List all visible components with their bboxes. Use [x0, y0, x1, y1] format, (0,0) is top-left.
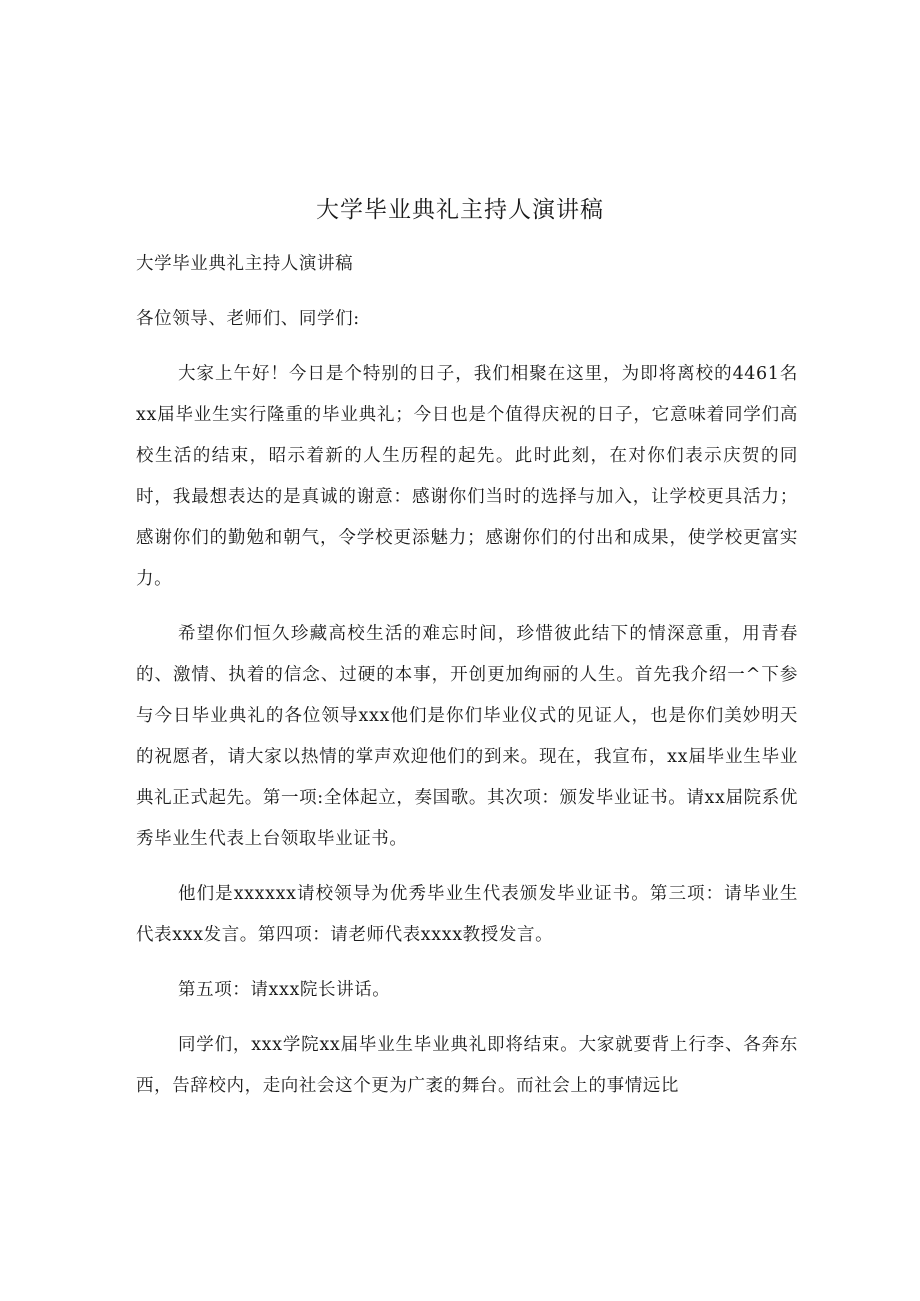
body-paragraph: 同学们，xxx学院xx届毕业生毕业典礼即将结束。大家就要背上行李、各奔东西，告辞校内，走向社会这个更为广袤的舞台。而社会上的事情远比: [136, 1035, 798, 1096]
salutation-paragraph: 各位领导、老师们、同学们:: [136, 309, 360, 329]
document-title: 大学毕业典礼主持人演讲稿: [316, 197, 604, 223]
body-paragraph: 第五项：请xxx院长讲话。: [178, 980, 391, 1000]
body-paragraph: 大家上午好！今日是个特别的日子，我们相聚在这里，为即将离校的4461名xx届毕业生实行隆重的毕业典礼；今日也是个值得庆祝的日子，它意味着同学们高校生活的结束，昭示着新的人生历程的起先。此时此刻，在对你们表示庆贺的同时，我最想表达的是真诚的谢意：感谢你们当时的选择与加入，让学校更具活力；感谢你们的勤勉和朝气，令学校更添魅力；感谢你们的付出和成果，使学校更富实力。: [136, 364, 798, 589]
body-paragraph: 他们是xxxxxx请校领导为优秀毕业生代表颁发毕业证书。第三项：请毕业生代表xxx发言。第四项：请老师代表xxxx教授发言。: [136, 884, 798, 945]
body-paragraph: 希望你们恒久珍藏高校生活的难忘时间，珍惜彼此结下的情深意重，用青春的、激情、执着的信念、过硬的本事，开创更加绚丽的人生。首先我介绍一^下参与今日毕业典礼的各位领导xxx他们是你们毕业仪式的见证人，也是你们美妙明天的祝愿者，请大家以热情的掌声欢迎他们的到来。现在，我宣布，xx届毕业生毕业典礼正式起先。第一项:全体起立，奏国歌。其次项：颁发毕业证书。请xx届院系优秀毕业生代表上台领取毕业证书。: [136, 624, 798, 849]
subtitle-paragraph: 大学毕业典礼主持人演讲稿: [136, 254, 354, 274]
document-body: [136, 244, 798, 1121]
